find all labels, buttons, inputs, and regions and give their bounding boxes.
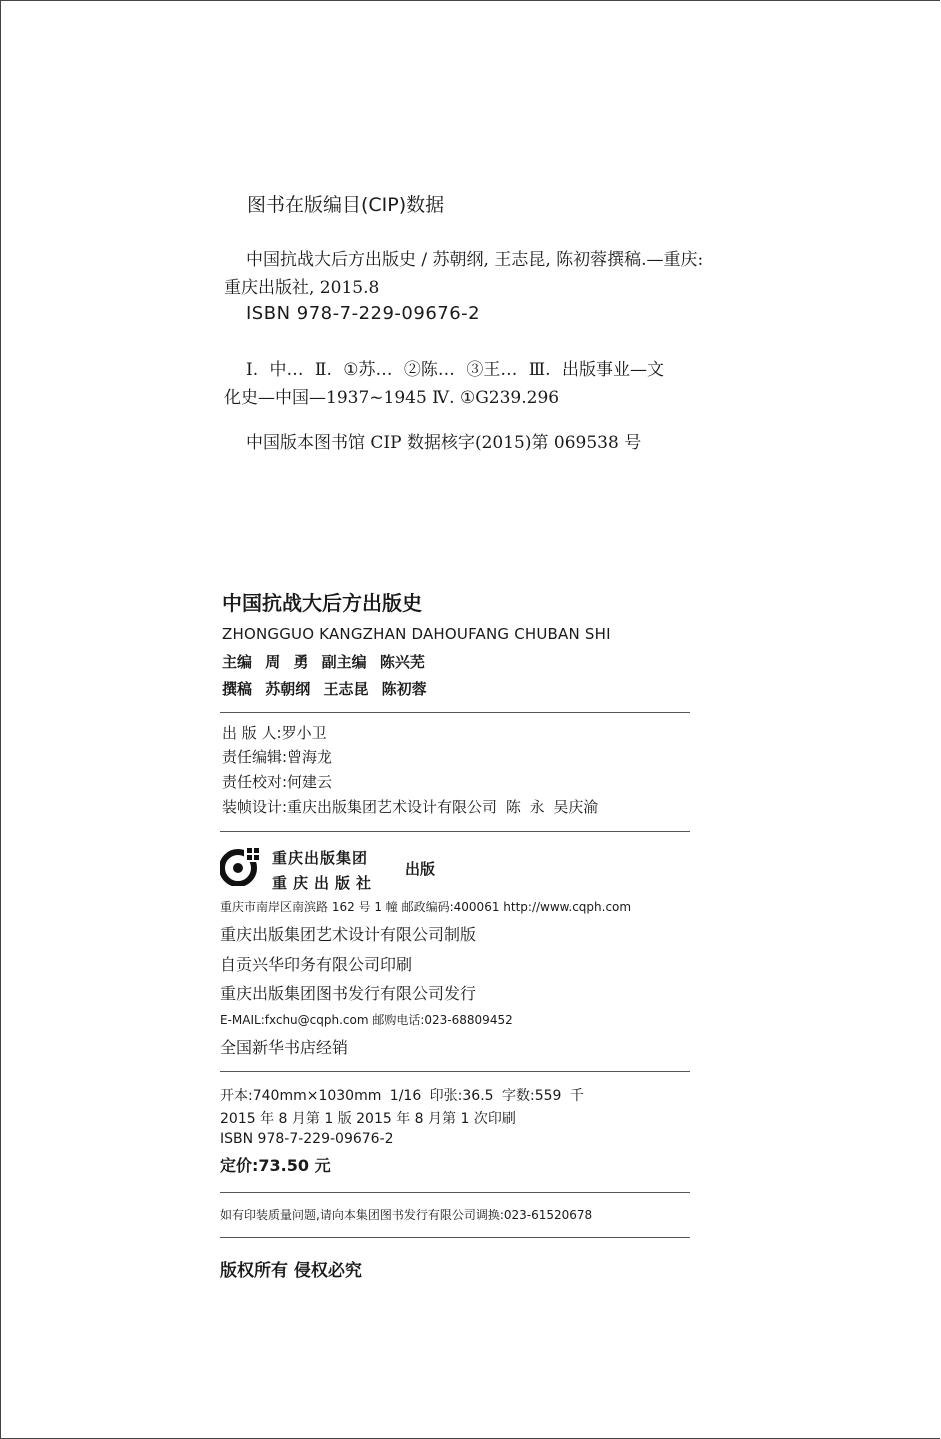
- cip-classification-line2: 化史—中国—1937~1945 Ⅳ. ①G239.296: [224, 388, 560, 408]
- cip-heading: 图书在版编目(CIP)数据: [247, 194, 445, 216]
- cip-classification-line1: Ⅰ. 中… Ⅱ. ①苏… ②陈… ③王… Ⅲ. 出版事业—文: [246, 360, 664, 380]
- credit-designer: 装帧设计:重庆出版集团艺术设计有限公司 陈 永 吴庆渝: [222, 798, 599, 816]
- spec-edition: 2015 年 8 月第 1 版 2015 年 8 月第 1 次印刷: [220, 1111, 516, 1127]
- publisher-contact: E-MAIL:fxchu@cqph.com 邮购电话:023-68809452: [220, 1013, 513, 1027]
- spec-price: 定价:73.50 元: [220, 1156, 331, 1175]
- publisher-group-name: 重庆出版集团: [272, 849, 369, 867]
- spec-isbn: ISBN 978-7-229-09676-2: [220, 1131, 394, 1147]
- cip-title-line: 中国抗战大后方出版史 / 苏朝纲, 王志昆, 陈初蓉撰稿.—重庆:: [246, 250, 704, 270]
- cip-record-number: 中国版本图书馆 CIP 数据核字(2015)第 069538 号: [246, 433, 642, 453]
- book-title: 中国抗战大后方出版史: [222, 591, 422, 615]
- cip-isbn: ISBN 978-7-229-09676-2: [246, 303, 481, 324]
- divider: [220, 831, 690, 832]
- spec-format: 开本:740mm×1030mm 1/16 印张:36.5 字数:559 千: [220, 1088, 584, 1104]
- divider: [220, 1237, 690, 1238]
- publisher-logo-icon: [220, 846, 260, 886]
- editors-line: 主编 周 勇 副主编 陈兴芜: [222, 653, 425, 671]
- cip-publisher-line: 重庆出版社, 2015.8: [224, 278, 380, 298]
- quality-note: 如有印装质量问题,请向本集团图书发行有限公司调换:023-61520678: [220, 1208, 593, 1222]
- distributor: 重庆出版集团图书发行有限公司发行: [220, 984, 477, 1003]
- divider: [220, 1192, 690, 1193]
- writers-line: 撰稿 苏朝纲 王志昆 陈初蓉: [222, 680, 427, 698]
- divider: [220, 1071, 690, 1072]
- divider: [220, 712, 690, 713]
- book-pinyin-title: ZHONGGUO KANGZHAN DAHOUFANG CHUBAN SHI: [222, 625, 611, 643]
- publisher-address: 重庆市南岸区南滨路 162 号 1 幢 邮政编码:400061 http://www.cqph.com: [220, 900, 632, 914]
- credit-publisher-person: 出 版 人:罗小卫: [222, 724, 327, 742]
- printer: 自贡兴华印务有限公司印刷: [220, 955, 413, 974]
- seller: 全国新华书店经销: [220, 1038, 349, 1057]
- plate-maker: 重庆出版集团艺术设计有限公司制版: [220, 925, 477, 944]
- credit-editor: 责任编辑:曾海龙: [222, 748, 333, 766]
- copyright-notice: 版权所有 侵权必究: [220, 1261, 362, 1281]
- publisher-verb: 出版: [405, 860, 436, 878]
- credit-proofreader: 责任校对:何建云: [222, 773, 333, 791]
- publisher-press-name: 重庆出版社: [272, 874, 378, 892]
